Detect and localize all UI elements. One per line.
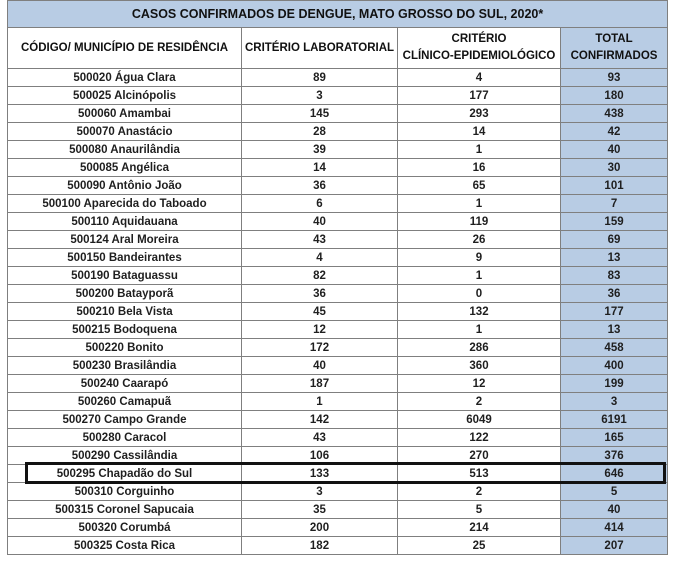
cell-municipio: 500210 Bela Vista bbox=[8, 303, 242, 321]
cell-clinico: 119 bbox=[398, 213, 561, 231]
cell-municipio: 500270 Campo Grande bbox=[8, 411, 242, 429]
cell-total: 646 bbox=[561, 465, 668, 483]
table-row bbox=[8, 375, 668, 393]
cell-clinico: 286 bbox=[398, 339, 561, 357]
cell-clinico: 16 bbox=[398, 159, 561, 177]
cell-clinico: 270 bbox=[398, 447, 561, 465]
cell-municipio: 500280 Caracol bbox=[8, 429, 242, 447]
cell-total: 207 bbox=[561, 537, 668, 555]
cell-municipio: 500320 Corumbá bbox=[8, 519, 242, 537]
cell-laboratorial: 89 bbox=[242, 69, 398, 87]
cell-municipio: 500325 Costa Rica bbox=[8, 537, 242, 555]
cell-laboratorial: 182 bbox=[242, 537, 398, 555]
cell-total: 414 bbox=[561, 519, 668, 537]
cell-clinico: 2 bbox=[398, 483, 561, 501]
header-clinico bbox=[398, 28, 561, 69]
table-row bbox=[8, 213, 668, 231]
cell-municipio: 500100 Aparecida do Taboado bbox=[8, 195, 242, 213]
cell-municipio: 500220 Bonito bbox=[8, 339, 242, 357]
table-row bbox=[8, 231, 668, 249]
table-row bbox=[8, 501, 668, 519]
cell-total: 40 bbox=[561, 501, 668, 519]
cell-total: 101 bbox=[561, 177, 668, 195]
cell-laboratorial: 172 bbox=[242, 339, 398, 357]
cell-laboratorial: 3 bbox=[242, 87, 398, 105]
cell-laboratorial: 43 bbox=[242, 429, 398, 447]
cell-total: 69 bbox=[561, 231, 668, 249]
table-row bbox=[8, 267, 668, 285]
table-row bbox=[8, 87, 668, 105]
cell-total: 3 bbox=[561, 393, 668, 411]
cell-clinico: 26 bbox=[398, 231, 561, 249]
table-row bbox=[8, 429, 668, 447]
header-total-line2: CONFIRMADOS bbox=[570, 50, 658, 62]
cell-laboratorial: 142 bbox=[242, 411, 398, 429]
cell-clinico: 122 bbox=[398, 429, 561, 447]
cell-laboratorial: 133 bbox=[242, 465, 398, 483]
cell-clinico: 132 bbox=[398, 303, 561, 321]
table-row bbox=[8, 303, 668, 321]
table-title: CASOS CONFIRMADOS DE DENGUE, MATO GROSSO DO SUL, 2020* bbox=[8, 1, 668, 28]
table-row bbox=[8, 447, 668, 465]
cell-clinico: 293 bbox=[398, 105, 561, 123]
cell-clinico: 360 bbox=[398, 357, 561, 375]
cell-municipio: 500085 Angélica bbox=[8, 159, 242, 177]
cell-clinico: 1 bbox=[398, 267, 561, 285]
cell-municipio: 500240 Caarapó bbox=[8, 375, 242, 393]
cell-municipio: 500110 Aquidauana bbox=[8, 213, 242, 231]
cell-municipio: 500295 Chapadão do Sul bbox=[8, 465, 242, 483]
table-row bbox=[8, 195, 668, 213]
header-clinico-line2: CLÍNICO-EPIDEMIOLÓGICO bbox=[402, 50, 556, 62]
table-row bbox=[8, 141, 668, 159]
cell-total: 177 bbox=[561, 303, 668, 321]
cell-clinico: 12 bbox=[398, 375, 561, 393]
cell-laboratorial: 36 bbox=[242, 285, 398, 303]
cell-clinico: 1 bbox=[398, 141, 561, 159]
cell-clinico: 0 bbox=[398, 285, 561, 303]
table-row bbox=[8, 105, 668, 123]
table-row bbox=[8, 249, 668, 267]
table-row bbox=[8, 321, 668, 339]
cell-total: 438 bbox=[561, 105, 668, 123]
cell-municipio: 500060 Amambai bbox=[8, 105, 242, 123]
cell-municipio: 500315 Coronel Sapucaia bbox=[8, 501, 242, 519]
cell-laboratorial: 6 bbox=[242, 195, 398, 213]
table-row bbox=[8, 465, 668, 483]
cell-total: 6191 bbox=[561, 411, 668, 429]
header-clinico-line1: CRITÉRIO bbox=[451, 33, 507, 45]
cell-laboratorial: 82 bbox=[242, 267, 398, 285]
cell-municipio: 500260 Camapuã bbox=[8, 393, 242, 411]
cell-municipio: 500200 Batayporã bbox=[8, 285, 242, 303]
cell-laboratorial: 45 bbox=[242, 303, 398, 321]
cell-municipio: 500290 Cassilândia bbox=[8, 447, 242, 465]
header-total-line1: TOTAL bbox=[595, 33, 633, 45]
cell-total: 42 bbox=[561, 123, 668, 141]
cell-laboratorial: 40 bbox=[242, 357, 398, 375]
cell-laboratorial: 40 bbox=[242, 213, 398, 231]
cell-municipio: 500215 Bodoquena bbox=[8, 321, 242, 339]
header-laboratorial: CRITÉRIO LABORATORIAL bbox=[242, 28, 398, 69]
cell-total: 159 bbox=[561, 213, 668, 231]
table-row bbox=[8, 519, 668, 537]
cell-municipio: 500190 Bataguassu bbox=[8, 267, 242, 285]
cell-total: 376 bbox=[561, 447, 668, 465]
table-body bbox=[8, 69, 668, 555]
cell-total: 83 bbox=[561, 267, 668, 285]
table-row bbox=[8, 537, 668, 555]
table-row bbox=[8, 177, 668, 195]
cell-laboratorial: 4 bbox=[242, 249, 398, 267]
table-row bbox=[8, 339, 668, 357]
table-row bbox=[8, 393, 668, 411]
cell-clinico: 5 bbox=[398, 501, 561, 519]
cell-total: 165 bbox=[561, 429, 668, 447]
cell-municipio: 500090 Antônio João bbox=[8, 177, 242, 195]
cell-laboratorial: 39 bbox=[242, 141, 398, 159]
cell-total: 5 bbox=[561, 483, 668, 501]
cell-clinico: 513 bbox=[398, 465, 561, 483]
cell-total: 199 bbox=[561, 375, 668, 393]
cell-laboratorial: 3 bbox=[242, 483, 398, 501]
cell-municipio: 500025 Alcinópolis bbox=[8, 87, 242, 105]
dengue-cases-table-container bbox=[7, 0, 667, 555]
cell-municipio: 500310 Corguinho bbox=[8, 483, 242, 501]
table-title-row bbox=[8, 1, 668, 28]
cell-municipio: 500124 Aral Moreira bbox=[8, 231, 242, 249]
cell-municipio: 500230 Brasilândia bbox=[8, 357, 242, 375]
table-row bbox=[8, 411, 668, 429]
cell-clinico: 25 bbox=[398, 537, 561, 555]
cell-laboratorial: 14 bbox=[242, 159, 398, 177]
cell-municipio: 500150 Bandeirantes bbox=[8, 249, 242, 267]
cell-laboratorial: 12 bbox=[242, 321, 398, 339]
cell-total: 93 bbox=[561, 69, 668, 87]
cell-laboratorial: 1 bbox=[242, 393, 398, 411]
table-row bbox=[8, 285, 668, 303]
header-total bbox=[561, 28, 668, 69]
cell-total: 13 bbox=[561, 321, 668, 339]
cell-total: 180 bbox=[561, 87, 668, 105]
cell-laboratorial: 35 bbox=[242, 501, 398, 519]
dengue-cases-table bbox=[7, 0, 668, 555]
cell-laboratorial: 106 bbox=[242, 447, 398, 465]
cell-clinico: 6049 bbox=[398, 411, 561, 429]
table-row bbox=[8, 357, 668, 375]
cell-laboratorial: 28 bbox=[242, 123, 398, 141]
cell-clinico: 4 bbox=[398, 69, 561, 87]
cell-total: 400 bbox=[561, 357, 668, 375]
cell-total: 40 bbox=[561, 141, 668, 159]
table-row bbox=[8, 123, 668, 141]
cell-clinico: 14 bbox=[398, 123, 561, 141]
header-municipio: CÓDIGO/ MUNICÍPIO DE RESIDÊNCIA bbox=[8, 28, 242, 69]
cell-total: 458 bbox=[561, 339, 668, 357]
cell-clinico: 1 bbox=[398, 321, 561, 339]
cell-clinico: 9 bbox=[398, 249, 561, 267]
table-row bbox=[8, 159, 668, 177]
cell-total: 36 bbox=[561, 285, 668, 303]
cell-laboratorial: 200 bbox=[242, 519, 398, 537]
cell-municipio: 500020 Água Clara bbox=[8, 69, 242, 87]
cell-laboratorial: 145 bbox=[242, 105, 398, 123]
column-header-row bbox=[8, 28, 668, 69]
cell-laboratorial: 43 bbox=[242, 231, 398, 249]
cell-clinico: 2 bbox=[398, 393, 561, 411]
cell-clinico: 65 bbox=[398, 177, 561, 195]
cell-municipio: 500070 Anastácio bbox=[8, 123, 242, 141]
cell-total: 30 bbox=[561, 159, 668, 177]
cell-total: 13 bbox=[561, 249, 668, 267]
cell-laboratorial: 36 bbox=[242, 177, 398, 195]
cell-laboratorial: 187 bbox=[242, 375, 398, 393]
table-row bbox=[8, 69, 668, 87]
table-row bbox=[8, 483, 668, 501]
cell-clinico: 1 bbox=[398, 195, 561, 213]
cell-municipio: 500080 Anaurilândia bbox=[8, 141, 242, 159]
cell-clinico: 177 bbox=[398, 87, 561, 105]
cell-total: 7 bbox=[561, 195, 668, 213]
cell-clinico: 214 bbox=[398, 519, 561, 537]
